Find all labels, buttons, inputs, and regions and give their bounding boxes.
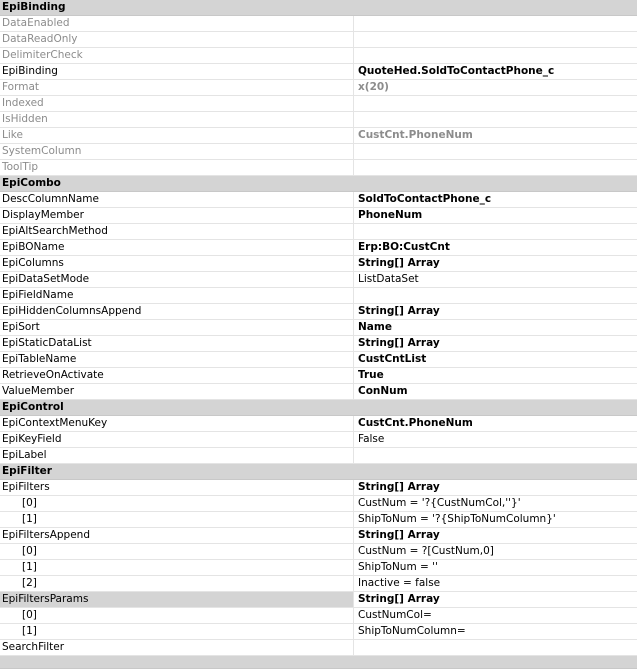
property-name[interactable]: DataReadOnly [0, 32, 354, 47]
property-row[interactable] [0, 96, 637, 112]
property-value[interactable] [354, 144, 637, 159]
property-row[interactable] [0, 224, 637, 240]
property-name[interactable]: SearchFilter [0, 640, 354, 655]
property-name[interactable]: EpiBinding [0, 64, 354, 79]
property-row[interactable] [0, 480, 637, 496]
property-value[interactable]: Inactive = false [358, 577, 441, 589]
property-name[interactable]: [2] [0, 576, 354, 591]
property-value[interactable]: True [358, 369, 384, 381]
property-row[interactable] [0, 240, 637, 256]
property-row[interactable] [0, 192, 637, 208]
property-value[interactable]: PhoneNum [358, 209, 423, 221]
category-label [0, 656, 2, 668]
property-name[interactable]: EpiHiddenColumnsAppend [0, 304, 354, 319]
property-value[interactable] [354, 288, 637, 303]
property-value[interactable]: CustNum = '?{CustNumCol,''}' [358, 497, 521, 509]
property-value[interactable]: CustCnt.PhoneNum [358, 417, 473, 429]
property-row[interactable] [0, 448, 637, 464]
property-row[interactable] [0, 288, 637, 304]
property-name[interactable]: EpiFieldName [0, 288, 354, 303]
category-label: EpiBinding [2, 1, 66, 13]
property-value[interactable]: ListDataSet [358, 273, 419, 285]
property-row[interactable] [0, 112, 637, 128]
property-name[interactable]: IsHidden [0, 112, 354, 127]
property-row[interactable] [0, 384, 637, 400]
property-value[interactable] [354, 224, 637, 239]
property-row[interactable] [0, 608, 637, 624]
property-row[interactable] [0, 256, 637, 272]
property-value[interactable]: False [358, 433, 385, 445]
property-value[interactable]: ShipToNum = '?{ShipToNumColumn}' [358, 513, 556, 525]
property-value[interactable]: String[] Array [358, 481, 440, 493]
property-row[interactable] [0, 592, 637, 608]
category-header[interactable] [0, 400, 637, 416]
category-header[interactable] [0, 0, 637, 16]
category-header[interactable] [0, 464, 637, 480]
property-value[interactable] [354, 16, 637, 31]
property-row[interactable] [0, 160, 637, 176]
property-value[interactable]: String[] Array [358, 529, 440, 541]
property-row[interactable] [0, 352, 637, 368]
property-value[interactable]: CustNum = ?[CustNum,0] [358, 545, 494, 557]
property-name[interactable]: EpiStaticDataList [0, 336, 354, 351]
property-name[interactable]: [0] [0, 608, 354, 623]
property-name[interactable]: Like [0, 128, 354, 143]
property-value[interactable] [354, 640, 637, 655]
property-name[interactable]: EpiAltSearchMethod [0, 224, 354, 239]
property-row[interactable] [0, 128, 637, 144]
property-value[interactable]: ConNum [358, 385, 408, 397]
property-name[interactable]: Indexed [0, 96, 354, 111]
property-name[interactable]: [1] [0, 624, 354, 639]
property-row[interactable] [0, 48, 637, 64]
property-value[interactable] [354, 112, 637, 127]
category-header[interactable] [0, 176, 637, 192]
property-value[interactable]: ShipToNum = '' [358, 561, 438, 573]
property-row[interactable] [0, 528, 637, 544]
property-name[interactable]: EpiKeyField [0, 432, 354, 447]
category-label: EpiFilter [2, 465, 52, 477]
property-value[interactable]: CustCntList [358, 353, 427, 365]
property-name[interactable]: EpiLabel [0, 448, 354, 463]
property-row[interactable] [0, 320, 637, 336]
property-row[interactable] [0, 640, 637, 656]
property-row[interactable] [0, 272, 637, 288]
property-row[interactable] [0, 32, 637, 48]
property-value[interactable]: SoldToContactPhone_c [358, 193, 492, 205]
property-name[interactable]: EpiSort [0, 320, 354, 335]
property-name[interactable]: DataEnabled [0, 16, 354, 31]
property-name[interactable]: DisplayMember [0, 208, 354, 223]
property-name[interactable]: EpiFiltersParams [0, 592, 354, 607]
property-row[interactable] [0, 80, 637, 96]
property-name[interactable]: EpiBOName [0, 240, 354, 255]
property-name[interactable]: [0] [0, 496, 354, 511]
property-value[interactable]: Name [358, 321, 392, 333]
property-row[interactable] [0, 144, 637, 160]
property-value[interactable]: Erp:BO:CustCnt [358, 241, 450, 253]
property-value[interactable]: CustNumCol= [358, 609, 432, 621]
property-row[interactable] [0, 432, 637, 448]
property-row[interactable] [0, 544, 637, 560]
property-name[interactable]: SystemColumn [0, 144, 354, 159]
property-name[interactable]: [1] [0, 512, 354, 527]
property-row[interactable] [0, 304, 637, 320]
property-value[interactable]: QuoteHed.SoldToContactPhone_c [358, 65, 555, 77]
property-name[interactable]: EpiTableName [0, 352, 354, 367]
property-value[interactable]: ShipToNumColumn= [358, 625, 466, 637]
property-value[interactable] [354, 160, 637, 175]
property-name[interactable]: ToolTip [0, 160, 354, 175]
property-row[interactable] [0, 624, 637, 640]
property-name[interactable]: DelimiterCheck [0, 48, 354, 63]
property-row[interactable] [0, 512, 637, 528]
property-name[interactable]: DescColumnName [0, 192, 354, 207]
property-row[interactable] [0, 208, 637, 224]
property-row[interactable] [0, 496, 637, 512]
property-value[interactable] [354, 96, 637, 111]
category-header[interactable] [0, 656, 637, 669]
property-value[interactable]: String[] Array [358, 593, 440, 605]
property-name[interactable]: EpiDataSetMode [0, 272, 354, 287]
property-value[interactable]: CustCnt.PhoneNum [358, 129, 473, 141]
property-row[interactable] [0, 368, 637, 384]
property-name[interactable]: ValueMember [0, 384, 354, 399]
property-value[interactable]: x(20) [358, 81, 389, 93]
category-label: EpiControl [2, 401, 64, 413]
property-name[interactable]: EpiColumns [0, 256, 354, 271]
property-value[interactable] [354, 48, 637, 63]
property-name[interactable]: [0] [0, 544, 354, 559]
property-value[interactable]: String[] Array [358, 305, 440, 317]
property-row[interactable] [0, 16, 637, 32]
property-value[interactable] [354, 32, 637, 47]
property-row[interactable] [0, 416, 637, 432]
property-value[interactable] [354, 448, 637, 463]
category-label: EpiCombo [2, 177, 61, 189]
property-value[interactable]: String[] Array [358, 257, 440, 269]
property-value[interactable]: String[] Array [358, 337, 440, 349]
property-row[interactable] [0, 336, 637, 352]
property-name[interactable]: EpiContextMenuKey [0, 416, 354, 431]
property-name[interactable]: EpiFilters [0, 480, 354, 495]
property-row[interactable] [0, 560, 637, 576]
property-name[interactable]: [1] [0, 560, 354, 575]
property-name[interactable]: RetrieveOnActivate [0, 368, 354, 383]
property-row[interactable] [0, 64, 637, 80]
property-name[interactable]: Format [0, 80, 354, 95]
property-row[interactable] [0, 576, 637, 592]
property-name[interactable]: EpiFiltersAppend [0, 528, 354, 543]
